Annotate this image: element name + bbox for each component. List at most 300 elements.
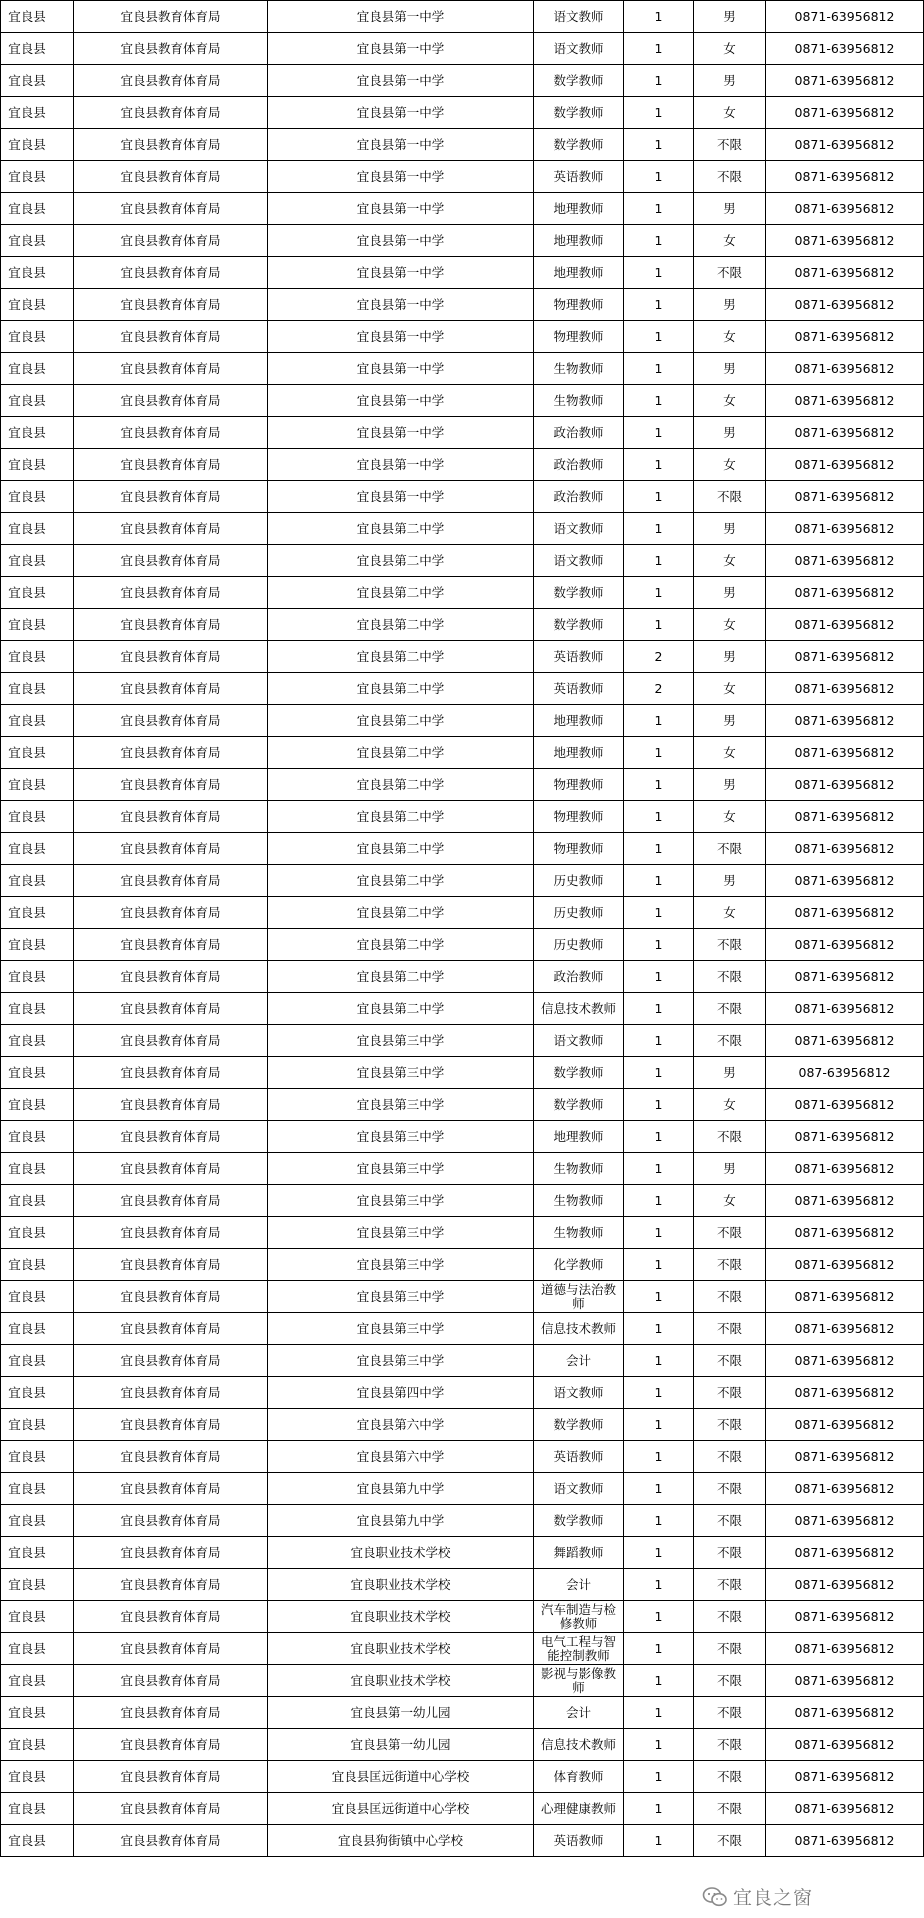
cell-position: 物理教师 — [534, 321, 624, 353]
cell-phone: 0871-63956812 — [766, 1729, 924, 1761]
cell-department: 宜良县教育体育局 — [74, 33, 268, 65]
cell-gender: 不限 — [694, 1505, 766, 1537]
cell-department: 宜良县教育体育局 — [74, 993, 268, 1025]
cell-count: 1 — [624, 193, 694, 225]
table-row — [1, 1697, 924, 1729]
table-row — [1, 353, 924, 385]
cell-department: 宜良县教育体育局 — [74, 1793, 268, 1825]
cell-county: 宜良县 — [1, 1601, 74, 1633]
cell-position: 语文教师 — [534, 1473, 624, 1505]
cell-count: 1 — [624, 929, 694, 961]
cell-gender: 男 — [694, 641, 766, 673]
cell-gender: 不限 — [694, 257, 766, 289]
cell-county: 宜良县 — [1, 161, 74, 193]
cell-school: 宜良县匡远街道中心学校 — [268, 1761, 534, 1793]
cell-position: 影视与影像教师 — [534, 1665, 624, 1697]
cell-position: 数学教师 — [534, 65, 624, 97]
cell-phone: 0871-63956812 — [766, 993, 924, 1025]
cell-position: 地理教师 — [534, 737, 624, 769]
cell-gender: 不限 — [694, 1217, 766, 1249]
cell-county: 宜良县 — [1, 1537, 74, 1569]
cell-county: 宜良县 — [1, 705, 74, 737]
cell-school: 宜良县第一中学 — [268, 321, 534, 353]
table-row — [1, 513, 924, 545]
cell-gender: 不限 — [694, 161, 766, 193]
cell-position: 信息技术教师 — [534, 1729, 624, 1761]
cell-count: 1 — [624, 1377, 694, 1409]
cell-count: 1 — [624, 161, 694, 193]
cell-county: 宜良县 — [1, 993, 74, 1025]
cell-gender: 男 — [694, 577, 766, 609]
cell-phone: 0871-63956812 — [766, 1377, 924, 1409]
cell-position: 政治教师 — [534, 961, 624, 993]
cell-gender: 女 — [694, 97, 766, 129]
cell-school: 宜良县第一中学 — [268, 193, 534, 225]
cell-department: 宜良县教育体育局 — [74, 1473, 268, 1505]
cell-position: 语文教师 — [534, 1, 624, 33]
cell-county: 宜良县 — [1, 1505, 74, 1537]
cell-phone: 0871-63956812 — [766, 353, 924, 385]
cell-department: 宜良县教育体育局 — [74, 1697, 268, 1729]
cell-position: 语文教师 — [534, 545, 624, 577]
cell-phone: 0871-63956812 — [766, 1249, 924, 1281]
table-row — [1, 449, 924, 481]
table-row — [1, 1473, 924, 1505]
cell-count: 1 — [624, 65, 694, 97]
table-row — [1, 129, 924, 161]
table-row — [1, 545, 924, 577]
cell-gender: 男 — [694, 353, 766, 385]
table-row — [1, 769, 924, 801]
table-row — [1, 1345, 924, 1377]
cell-department: 宜良县教育体育局 — [74, 897, 268, 929]
cell-phone: 0871-63956812 — [766, 481, 924, 513]
cell-gender: 不限 — [694, 1281, 766, 1313]
cell-phone: 0871-63956812 — [766, 641, 924, 673]
cell-position: 物理教师 — [534, 289, 624, 321]
cell-department: 宜良县教育体育局 — [74, 545, 268, 577]
cell-department: 宜良县教育体育局 — [74, 641, 268, 673]
cell-school: 宜良县第三中学 — [268, 1121, 534, 1153]
cell-phone: 0871-63956812 — [766, 1, 924, 33]
cell-county: 宜良县 — [1, 1665, 74, 1697]
table-row — [1, 1025, 924, 1057]
cell-county: 宜良县 — [1, 929, 74, 961]
cell-phone: 0871-63956812 — [766, 705, 924, 737]
cell-department: 宜良县教育体育局 — [74, 257, 268, 289]
table-row — [1, 1601, 924, 1633]
table-row — [1, 1729, 924, 1761]
cell-phone: 0871-63956812 — [766, 801, 924, 833]
cell-position: 信息技术教师 — [534, 1313, 624, 1345]
cell-gender: 女 — [694, 1185, 766, 1217]
cell-school: 宜良县第三中学 — [268, 1057, 534, 1089]
cell-school: 宜良县第二中学 — [268, 577, 534, 609]
cell-count: 1 — [624, 865, 694, 897]
cell-position: 信息技术教师 — [534, 993, 624, 1025]
cell-department: 宜良县教育体育局 — [74, 1345, 268, 1377]
cell-school: 宜良县第三中学 — [268, 1345, 534, 1377]
cell-gender: 女 — [694, 737, 766, 769]
cell-county: 宜良县 — [1, 1345, 74, 1377]
watermark — [702, 1883, 813, 1910]
cell-position: 数学教师 — [534, 1089, 624, 1121]
cell-count: 1 — [624, 1281, 694, 1313]
cell-position: 道德与法治教师 — [534, 1281, 624, 1313]
cell-county: 宜良县 — [1, 1729, 74, 1761]
cell-department: 宜良县教育体育局 — [74, 1729, 268, 1761]
cell-phone: 0871-63956812 — [766, 1505, 924, 1537]
cell-gender: 女 — [694, 33, 766, 65]
cell-school: 宜良县第三中学 — [268, 1153, 534, 1185]
cell-phone: 0871-63956812 — [766, 1633, 924, 1665]
cell-department: 宜良县教育体育局 — [74, 1313, 268, 1345]
cell-count: 1 — [624, 33, 694, 65]
cell-department: 宜良县教育体育局 — [74, 1249, 268, 1281]
cell-department: 宜良县教育体育局 — [74, 161, 268, 193]
cell-gender: 男 — [694, 417, 766, 449]
cell-department: 宜良县教育体育局 — [74, 1601, 268, 1633]
cell-gender: 女 — [694, 609, 766, 641]
cell-gender: 不限 — [694, 481, 766, 513]
cell-county: 宜良县 — [1, 1121, 74, 1153]
cell-gender: 不限 — [694, 1377, 766, 1409]
cell-school: 宜良县第二中学 — [268, 897, 534, 929]
cell-department: 宜良县教育体育局 — [74, 1409, 268, 1441]
cell-position: 地理教师 — [534, 1121, 624, 1153]
table-row — [1, 737, 924, 769]
cell-county: 宜良县 — [1, 673, 74, 705]
cell-county: 宜良县 — [1, 545, 74, 577]
cell-department: 宜良县教育体育局 — [74, 961, 268, 993]
cell-count: 1 — [624, 1793, 694, 1825]
cell-phone: 0871-63956812 — [766, 1793, 924, 1825]
cell-school: 宜良县第二中学 — [268, 673, 534, 705]
cell-gender: 不限 — [694, 1825, 766, 1857]
table-row — [1, 865, 924, 897]
cell-count: 1 — [624, 1601, 694, 1633]
cell-school: 宜良县第三中学 — [268, 1025, 534, 1057]
cell-phone: 0871-63956812 — [766, 257, 924, 289]
cell-county: 宜良县 — [1, 1825, 74, 1857]
cell-position: 物理教师 — [534, 833, 624, 865]
cell-position: 历史教师 — [534, 897, 624, 929]
cell-department: 宜良县教育体育局 — [74, 769, 268, 801]
cell-position: 数学教师 — [534, 577, 624, 609]
cell-gender: 女 — [694, 449, 766, 481]
cell-school: 宜良县第一中学 — [268, 417, 534, 449]
cell-position: 英语教师 — [534, 161, 624, 193]
cell-count: 1 — [624, 833, 694, 865]
cell-phone: 0871-63956812 — [766, 1665, 924, 1697]
cell-department: 宜良县教育体育局 — [74, 513, 268, 545]
cell-school: 宜良县狗街镇中心学校 — [268, 1825, 534, 1857]
cell-gender: 女 — [694, 225, 766, 257]
cell-school: 宜良县匡远街道中心学校 — [268, 1793, 534, 1825]
cell-count: 1 — [624, 737, 694, 769]
cell-county: 宜良县 — [1, 1, 74, 33]
table-row — [1, 609, 924, 641]
table-row — [1, 65, 924, 97]
cell-school: 宜良职业技术学校 — [268, 1633, 534, 1665]
cell-count: 1 — [624, 1569, 694, 1601]
cell-count: 1 — [624, 129, 694, 161]
cell-position: 物理教师 — [534, 769, 624, 801]
cell-phone: 0871-63956812 — [766, 1441, 924, 1473]
table-row — [1, 385, 924, 417]
cell-school: 宜良县第九中学 — [268, 1473, 534, 1505]
table-row — [1, 929, 924, 961]
cell-department: 宜良县教育体育局 — [74, 1633, 268, 1665]
cell-count: 1 — [624, 1345, 694, 1377]
cell-school: 宜良县第一中学 — [268, 65, 534, 97]
cell-position: 英语教师 — [534, 641, 624, 673]
cell-county: 宜良县 — [1, 417, 74, 449]
cell-phone: 0871-63956812 — [766, 1345, 924, 1377]
cell-school: 宜良县第六中学 — [268, 1409, 534, 1441]
cell-count: 1 — [624, 1633, 694, 1665]
cell-phone: 0871-63956812 — [766, 129, 924, 161]
cell-school: 宜良县第一中学 — [268, 33, 534, 65]
cell-count: 1 — [624, 1089, 694, 1121]
cell-phone: 0871-63956812 — [766, 833, 924, 865]
cell-count: 1 — [624, 1121, 694, 1153]
cell-gender: 男 — [694, 65, 766, 97]
cell-phone: 0871-63956812 — [766, 1825, 924, 1857]
cell-school: 宜良县第一中学 — [268, 385, 534, 417]
table-row — [1, 1313, 924, 1345]
cell-school: 宜良县第二中学 — [268, 833, 534, 865]
cell-phone: 0871-63956812 — [766, 673, 924, 705]
cell-department: 宜良县教育体育局 — [74, 1281, 268, 1313]
cell-count: 1 — [624, 545, 694, 577]
recruitment-table-body — [1, 1, 924, 1857]
cell-department: 宜良县教育体育局 — [74, 1057, 268, 1089]
cell-count: 2 — [624, 673, 694, 705]
cell-department: 宜良县教育体育局 — [74, 1569, 268, 1601]
cell-count: 1 — [624, 801, 694, 833]
cell-position: 英语教师 — [534, 673, 624, 705]
cell-gender: 不限 — [694, 1313, 766, 1345]
cell-county: 宜良县 — [1, 1697, 74, 1729]
cell-count: 1 — [624, 225, 694, 257]
cell-department: 宜良县教育体育局 — [74, 577, 268, 609]
cell-gender: 不限 — [694, 1537, 766, 1569]
cell-department: 宜良县教育体育局 — [74, 673, 268, 705]
cell-school: 宜良县第二中学 — [268, 609, 534, 641]
table-row — [1, 1761, 924, 1793]
cell-position: 地理教师 — [534, 257, 624, 289]
table-row — [1, 577, 924, 609]
table-row — [1, 1441, 924, 1473]
cell-school: 宜良县第一中学 — [268, 1, 534, 33]
table-row — [1, 1377, 924, 1409]
cell-phone: 0871-63956812 — [766, 417, 924, 449]
table-row — [1, 97, 924, 129]
cell-department: 宜良县教育体育局 — [74, 385, 268, 417]
cell-county: 宜良县 — [1, 257, 74, 289]
cell-county: 宜良县 — [1, 1089, 74, 1121]
cell-county: 宜良县 — [1, 609, 74, 641]
cell-position: 生物教师 — [534, 1185, 624, 1217]
cell-count: 1 — [624, 705, 694, 737]
cell-gender: 男 — [694, 769, 766, 801]
cell-phone: 0871-63956812 — [766, 577, 924, 609]
cell-gender: 不限 — [694, 993, 766, 1025]
cell-gender: 不限 — [694, 1441, 766, 1473]
cell-gender: 不限 — [694, 1473, 766, 1505]
cell-county: 宜良县 — [1, 737, 74, 769]
cell-phone: 0871-63956812 — [766, 289, 924, 321]
cell-department: 宜良县教育体育局 — [74, 129, 268, 161]
cell-phone: 0871-63956812 — [766, 1153, 924, 1185]
cell-school: 宜良县第九中学 — [268, 1505, 534, 1537]
table-row — [1, 1569, 924, 1601]
table-row — [1, 1793, 924, 1825]
cell-count: 1 — [624, 1729, 694, 1761]
cell-department: 宜良县教育体育局 — [74, 449, 268, 481]
cell-school: 宜良县第二中学 — [268, 641, 534, 673]
cell-position: 数学教师 — [534, 609, 624, 641]
cell-gender: 不限 — [694, 129, 766, 161]
cell-school: 宜良县第四中学 — [268, 1377, 534, 1409]
cell-count: 1 — [624, 97, 694, 129]
cell-county: 宜良县 — [1, 1633, 74, 1665]
cell-position: 数学教师 — [534, 97, 624, 129]
cell-county: 宜良县 — [1, 1569, 74, 1601]
cell-school: 宜良县第一中学 — [268, 353, 534, 385]
cell-county: 宜良县 — [1, 1281, 74, 1313]
cell-phone: 0871-63956812 — [766, 1089, 924, 1121]
cell-school: 宜良县第一中学 — [268, 481, 534, 513]
cell-count: 1 — [624, 1665, 694, 1697]
cell-count: 1 — [624, 577, 694, 609]
cell-county: 宜良县 — [1, 513, 74, 545]
table-row — [1, 641, 924, 673]
cell-position: 心理健康教师 — [534, 1793, 624, 1825]
cell-school: 宜良县第二中学 — [268, 929, 534, 961]
table-row — [1, 193, 924, 225]
cell-phone: 0871-63956812 — [766, 961, 924, 993]
cell-school: 宜良县第二中学 — [268, 705, 534, 737]
cell-position: 英语教师 — [534, 1825, 624, 1857]
cell-county: 宜良县 — [1, 321, 74, 353]
cell-department: 宜良县教育体育局 — [74, 1761, 268, 1793]
cell-position: 生物教师 — [534, 1217, 624, 1249]
cell-county: 宜良县 — [1, 449, 74, 481]
table-row — [1, 833, 924, 865]
cell-gender: 女 — [694, 801, 766, 833]
cell-count: 1 — [624, 1505, 694, 1537]
cell-gender: 女 — [694, 897, 766, 929]
cell-department: 宜良县教育体育局 — [74, 65, 268, 97]
cell-phone: 0871-63956812 — [766, 1409, 924, 1441]
cell-county: 宜良县 — [1, 801, 74, 833]
cell-count: 1 — [624, 1057, 694, 1089]
cell-county: 宜良县 — [1, 1185, 74, 1217]
cell-department: 宜良县教育体育局 — [74, 929, 268, 961]
table-row — [1, 897, 924, 929]
cell-department: 宜良县教育体育局 — [74, 1377, 268, 1409]
cell-school: 宜良职业技术学校 — [268, 1665, 534, 1697]
cell-gender: 男 — [694, 1153, 766, 1185]
cell-department: 宜良县教育体育局 — [74, 1665, 268, 1697]
cell-position: 英语教师 — [534, 1441, 624, 1473]
cell-county: 宜良县 — [1, 1249, 74, 1281]
cell-count: 1 — [624, 321, 694, 353]
cell-county: 宜良县 — [1, 641, 74, 673]
cell-school: 宜良职业技术学校 — [268, 1537, 534, 1569]
cell-school: 宜良县第三中学 — [268, 1249, 534, 1281]
cell-school: 宜良县第一幼儿园 — [268, 1729, 534, 1761]
cell-county: 宜良县 — [1, 385, 74, 417]
cell-county: 宜良县 — [1, 1217, 74, 1249]
cell-county: 宜良县 — [1, 481, 74, 513]
cell-position: 汽车制造与检修教师 — [534, 1601, 624, 1633]
cell-phone: 087-63956812 — [766, 1057, 924, 1089]
table-row — [1, 1185, 924, 1217]
cell-gender: 男 — [694, 865, 766, 897]
cell-count: 1 — [624, 449, 694, 481]
table-row — [1, 481, 924, 513]
cell-school: 宜良县第二中学 — [268, 513, 534, 545]
table-row — [1, 289, 924, 321]
cell-county: 宜良县 — [1, 833, 74, 865]
cell-county: 宜良县 — [1, 97, 74, 129]
cell-phone: 0871-63956812 — [766, 513, 924, 545]
cell-count: 1 — [624, 513, 694, 545]
cell-department: 宜良县教育体育局 — [74, 193, 268, 225]
cell-county: 宜良县 — [1, 1409, 74, 1441]
cell-school: 宜良县第三中学 — [268, 1217, 534, 1249]
table-row — [1, 257, 924, 289]
table-row — [1, 1249, 924, 1281]
table-row — [1, 1825, 924, 1857]
cell-position: 会计 — [534, 1697, 624, 1729]
cell-position: 政治教师 — [534, 417, 624, 449]
cell-school: 宜良县第二中学 — [268, 737, 534, 769]
cell-phone: 0871-63956812 — [766, 161, 924, 193]
cell-count: 1 — [624, 353, 694, 385]
cell-gender: 不限 — [694, 1249, 766, 1281]
cell-school: 宜良县第一中学 — [268, 449, 534, 481]
cell-phone: 0871-63956812 — [766, 33, 924, 65]
cell-department: 宜良县教育体育局 — [74, 225, 268, 257]
cell-phone: 0871-63956812 — [766, 1537, 924, 1569]
cell-gender: 男 — [694, 289, 766, 321]
cell-department: 宜良县教育体育局 — [74, 1121, 268, 1153]
table-row — [1, 1281, 924, 1313]
cell-phone: 0871-63956812 — [766, 1025, 924, 1057]
cell-gender: 男 — [694, 513, 766, 545]
cell-count: 1 — [624, 1537, 694, 1569]
cell-phone: 0871-63956812 — [766, 897, 924, 929]
cell-gender: 不限 — [694, 833, 766, 865]
cell-phone: 0871-63956812 — [766, 1569, 924, 1601]
cell-phone: 0871-63956812 — [766, 1697, 924, 1729]
cell-count: 1 — [624, 1697, 694, 1729]
cell-county: 宜良县 — [1, 33, 74, 65]
cell-position: 语文教师 — [534, 1377, 624, 1409]
table-row — [1, 961, 924, 993]
cell-count: 1 — [624, 385, 694, 417]
cell-school: 宜良县第一中学 — [268, 129, 534, 161]
cell-school: 宜良县第三中学 — [268, 1185, 534, 1217]
cell-count: 1 — [624, 1441, 694, 1473]
cell-phone: 0871-63956812 — [766, 385, 924, 417]
table-row — [1, 321, 924, 353]
cell-gender: 男 — [694, 705, 766, 737]
